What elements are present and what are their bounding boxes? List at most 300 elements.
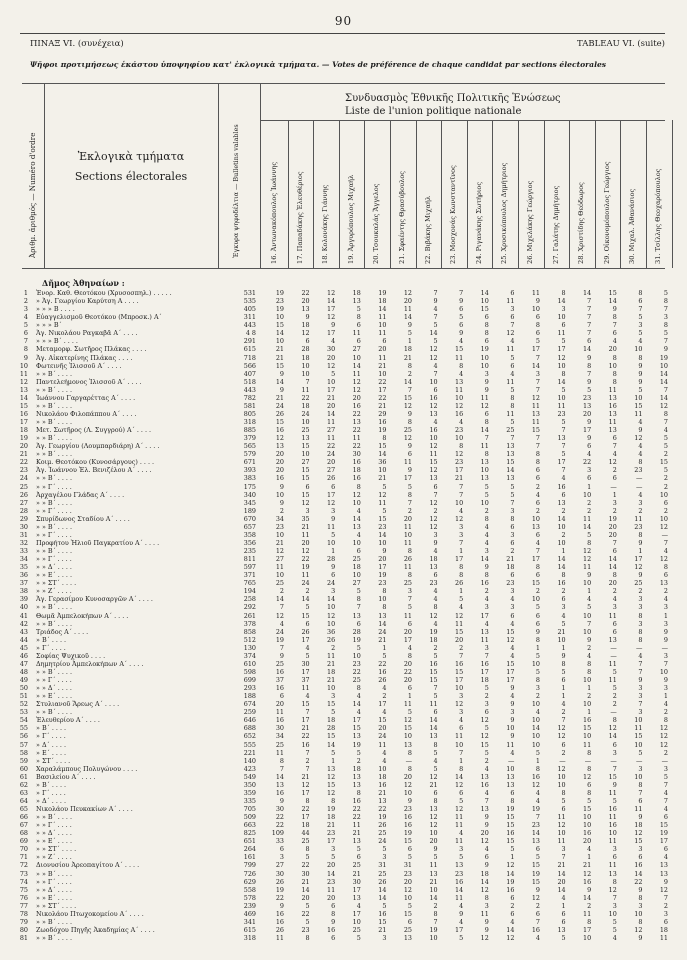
vote-cell: 23 xyxy=(275,297,284,306)
vote-cell: 21 xyxy=(327,393,336,402)
vote-cell: 11 xyxy=(378,498,387,507)
valid-ballots: 161 xyxy=(243,853,256,862)
vote-cell: 25 xyxy=(275,740,284,749)
vote-cell: 4 xyxy=(612,337,617,346)
vote-cell: 3 xyxy=(331,506,336,515)
vote-cell: 9 xyxy=(587,434,592,443)
valid-ballots: 598 xyxy=(243,667,256,676)
table-row xyxy=(0,362,687,370)
vote-cell: 2 xyxy=(587,692,592,701)
vote-cell: 13 xyxy=(557,434,566,443)
vote-cell: 12 xyxy=(301,329,310,338)
vote-cell: 9 xyxy=(663,627,668,636)
row-number: 53 xyxy=(19,708,28,717)
vote-cell: 13 xyxy=(531,837,540,846)
vote-cell: 4 xyxy=(433,305,438,314)
vote-cell: 6 xyxy=(433,708,438,717)
row-number: 19 xyxy=(19,434,28,443)
vote-cell: 3 xyxy=(510,587,515,596)
table-top-rule xyxy=(22,83,665,84)
vote-cell: 6 xyxy=(331,934,336,942)
vote-cell: 22 xyxy=(301,861,310,870)
vote-cell: 11 xyxy=(352,821,361,830)
candidate-column-divider xyxy=(620,120,621,268)
vote-cell: 8 xyxy=(612,877,617,886)
vote-cell: 2 xyxy=(535,901,540,910)
valid-ballots: 811 xyxy=(243,555,256,564)
vote-cell: 15 xyxy=(352,724,361,733)
vote-cell: 14 xyxy=(557,377,566,386)
vote-cell: 16 xyxy=(429,393,438,402)
vote-cell: 17 xyxy=(455,555,464,564)
row-number: 12 xyxy=(19,377,28,386)
vote-cell: 6 xyxy=(612,627,617,636)
vote-cell: 5 xyxy=(382,845,387,854)
vote-cell: 18 xyxy=(429,555,438,564)
vote-cell: 14 xyxy=(480,289,489,297)
valid-ballots: 264 xyxy=(243,845,256,854)
valid-ballots: 407 xyxy=(243,369,256,378)
vote-cell: 16 xyxy=(275,474,284,483)
vote-cell: 12 xyxy=(301,498,310,507)
vote-cell: 12 xyxy=(403,780,412,789)
vote-cell: 3 xyxy=(638,321,643,330)
candidate-column-divider xyxy=(544,120,545,268)
vote-cell: 11 xyxy=(455,619,464,628)
table-row xyxy=(0,297,687,305)
vote-cell: 2 xyxy=(484,587,489,596)
table-row xyxy=(0,370,687,378)
vote-cell: 22 xyxy=(352,442,361,451)
vote-cell: 1 xyxy=(459,587,464,596)
table-row xyxy=(0,829,687,837)
row-number: 48 xyxy=(19,667,28,676)
vote-cell: 11 xyxy=(506,740,515,749)
vote-cell: 25 xyxy=(352,676,361,684)
table-row xyxy=(0,434,687,442)
vote-cell: 12 xyxy=(455,401,464,410)
vote-cell: 1 xyxy=(638,547,643,555)
vote-cell: 11 xyxy=(608,418,617,426)
vote-cell: 4 xyxy=(459,603,464,612)
section-name: Ἁγ. Αἰκατερίνης Πλάκας . . . . xyxy=(36,353,133,362)
vote-cell: 10 xyxy=(352,538,361,547)
row-number: 57 xyxy=(19,740,28,749)
vote-cell: 5 xyxy=(433,337,438,346)
vote-cell: 13 xyxy=(608,426,617,435)
vote-cell: 12 xyxy=(455,805,464,813)
section-name: Ἀρχαγέλου Γλάδας Α΄ . . . . xyxy=(36,490,125,499)
vote-cell: 10 xyxy=(429,885,438,894)
vote-cell: 20 xyxy=(301,297,310,306)
vote-cell: 7 xyxy=(663,538,668,547)
vote-cell: 14 xyxy=(275,772,284,781)
row-number: 34 xyxy=(19,555,28,564)
table-row xyxy=(0,394,687,402)
vote-cell: 6 xyxy=(587,474,592,483)
table-row xyxy=(0,378,687,386)
vote-cell: 3 xyxy=(510,506,515,515)
vote-cell: 5 xyxy=(638,385,643,394)
vote-cell: 2 xyxy=(433,901,438,910)
vote-cell: 5 xyxy=(561,796,566,805)
vote-cell: 14 xyxy=(480,426,489,435)
table-row xyxy=(0,845,687,853)
vote-cell: 26 xyxy=(378,877,387,886)
vote-cell: 11 xyxy=(352,329,361,338)
valid-ballots: 318 xyxy=(243,418,256,426)
valid-ballots: 581 xyxy=(243,401,256,410)
vote-cell: 3 xyxy=(561,845,566,854)
vote-cell: 10 xyxy=(634,909,643,918)
vote-cell: 16 xyxy=(557,482,566,491)
vote-cell: 11 xyxy=(275,934,284,942)
vote-cell: 14 xyxy=(352,361,361,370)
vote-cell: 8 xyxy=(407,547,412,555)
vote-cell: 8 xyxy=(612,571,617,580)
vote-cell: 14 xyxy=(583,345,592,354)
vote-cell: 20 xyxy=(403,627,412,636)
vote-cell: 9 xyxy=(612,780,617,789)
vote-cell: 17 xyxy=(557,458,566,467)
vote-cell: 9 xyxy=(279,651,284,660)
vote-cell: 17 xyxy=(327,490,336,499)
vote-cell: 8 xyxy=(638,893,643,902)
vote-cell: — xyxy=(636,474,643,483)
section-name: » » Β΄ . . . . xyxy=(36,522,73,531)
table-row xyxy=(0,821,687,829)
valid-ballots: 531 xyxy=(243,289,256,297)
table-row xyxy=(0,603,687,611)
vote-cell: 13 xyxy=(583,401,592,410)
section-name: » » » Β΄ xyxy=(36,321,62,330)
vote-cell: 4 xyxy=(407,643,412,652)
vote-cell: 3 xyxy=(638,708,643,717)
vote-cell: 21 xyxy=(352,869,361,878)
vote-cell: 3 xyxy=(484,901,489,910)
vote-cell: 12 xyxy=(403,434,412,443)
table-row xyxy=(0,499,687,507)
vote-cell: 2 xyxy=(407,369,412,378)
vote-cell: 8 xyxy=(407,748,412,757)
vote-cell: 15 xyxy=(327,780,336,789)
vote-cell: 15 xyxy=(403,909,412,918)
valid-ballots: 239 xyxy=(243,901,256,910)
vote-cell: 6 xyxy=(663,813,668,822)
vote-cell: 11 xyxy=(327,434,336,443)
valid-ballots: 189 xyxy=(243,506,256,515)
vote-cell: 5 xyxy=(433,651,438,660)
vote-cell: 10 xyxy=(429,377,438,386)
vote-cell: 2 xyxy=(305,756,310,765)
vote-cell: 15 xyxy=(403,393,412,402)
vote-cell: 11 xyxy=(634,724,643,733)
vote-cell: 25 xyxy=(403,579,412,588)
vote-cell: 21 xyxy=(403,353,412,362)
vote-cell: 5 xyxy=(510,482,515,491)
vote-cell: 5 xyxy=(663,772,668,781)
valid-ballots: 258 xyxy=(243,595,256,604)
vote-cell: 8 xyxy=(663,297,668,306)
vote-cell: 25 xyxy=(634,579,643,588)
vote-cell: 8 xyxy=(587,917,592,926)
valid-ballots: 379 xyxy=(243,434,256,443)
vote-cell: 15 xyxy=(455,667,464,676)
vote-cell: 11 xyxy=(378,353,387,362)
vote-cell: 9 xyxy=(510,700,515,709)
vote-cell: 12 xyxy=(506,635,515,644)
row-number: 14 xyxy=(19,393,28,402)
vote-cell: 12 xyxy=(480,934,489,942)
candidate-header: 29. Οἰκονομόπουλος Γεώργιος xyxy=(602,161,611,264)
section-name: » » Β΄ . . . . xyxy=(36,708,73,717)
vote-cell: 8 xyxy=(535,764,540,773)
vote-cell: 5 xyxy=(382,901,387,910)
vote-cell: 7 xyxy=(663,796,668,805)
vote-cell: 15 xyxy=(455,627,464,636)
valid-ballots: 405 xyxy=(243,305,256,314)
section-name: » » Ε΄ . . . . xyxy=(36,692,72,701)
vote-cell: 13 xyxy=(506,474,515,483)
valid-ballots: 340 xyxy=(243,490,256,499)
vote-cell: 3 xyxy=(459,530,464,539)
row-number: 73 xyxy=(19,869,28,878)
vote-cell: 12 xyxy=(634,829,643,838)
vote-cell: 31 xyxy=(403,861,412,870)
vote-cell: 10 xyxy=(327,377,336,386)
row-number: 65 xyxy=(19,805,28,813)
vote-cell: 12 xyxy=(327,313,336,322)
vote-cell: 4 xyxy=(638,651,643,660)
vote-cell: 9 xyxy=(484,385,489,394)
vote-cell: 34 xyxy=(275,514,284,523)
vote-cell: 3 xyxy=(638,498,643,507)
section-name: » » Ε΄ . . . . xyxy=(36,837,72,846)
vote-cell: 12 xyxy=(659,740,668,749)
vote-cell: 30 xyxy=(301,659,310,668)
vote-cell: 7 xyxy=(535,377,540,386)
vote-cell: 11 xyxy=(608,861,617,870)
vote-cell: 22 xyxy=(378,659,387,668)
vote-cell: 13 xyxy=(403,740,412,749)
row-number: 64 xyxy=(19,796,28,805)
vote-cell: 2 xyxy=(638,506,643,515)
vote-cell: 16 xyxy=(531,772,540,781)
vote-cell: 9 xyxy=(407,466,412,475)
vote-cell: 6 xyxy=(510,313,515,322)
vote-cell: 8 xyxy=(535,635,540,644)
vote-cell: 10 xyxy=(634,345,643,354)
vote-cell: 10 xyxy=(301,450,310,459)
vote-cell: 3 xyxy=(279,853,284,862)
vote-cell: 2 xyxy=(433,506,438,515)
vote-cell: 10 xyxy=(352,571,361,580)
vote-cell: 3 xyxy=(510,603,515,612)
vote-cell: 23 xyxy=(531,821,540,830)
vote-cell: 6 xyxy=(561,909,566,918)
vote-cell: 8 xyxy=(407,361,412,370)
vote-cell: 13 xyxy=(480,627,489,636)
vote-cell: 4 xyxy=(510,643,515,652)
vote-cell: 12 xyxy=(455,611,464,620)
vote-cell: 8 xyxy=(382,603,387,612)
vote-cell: 14 xyxy=(531,724,540,733)
vote-cell: 24 xyxy=(275,401,284,410)
vote-cell: 3 xyxy=(459,845,464,854)
vote-cell: 6 xyxy=(535,530,540,539)
vote-cell: 10 xyxy=(327,603,336,612)
vote-cell: 3 xyxy=(663,313,668,322)
row-number: 4 xyxy=(23,313,28,322)
vote-cell: 14 xyxy=(659,377,668,386)
vote-cell: 44 xyxy=(301,829,310,838)
vote-cell: 12 xyxy=(403,401,412,410)
vote-cell: 10 xyxy=(275,571,284,580)
vote-cell: 11 xyxy=(608,659,617,668)
vote-cell: 21 xyxy=(429,877,438,886)
vote-cell: 8 xyxy=(561,571,566,580)
vote-cell: 8 xyxy=(305,934,310,942)
vote-cell: 13 xyxy=(480,474,489,483)
vote-cell: 17 xyxy=(352,909,361,918)
vote-cell: 4 xyxy=(535,538,540,547)
vote-cell: 19 xyxy=(506,805,515,813)
vote-cell: 12 xyxy=(659,401,668,410)
valid-ballots: 858 xyxy=(243,627,256,636)
vote-cell: — xyxy=(610,651,617,660)
vote-cell: 15 xyxy=(506,627,515,636)
vote-cell: 11 xyxy=(455,821,464,830)
section-name: » » Β΄ . . . . xyxy=(36,418,73,426)
vote-cell: 6 xyxy=(433,788,438,797)
vote-cell: 11 xyxy=(608,385,617,394)
vote-cell: 11 xyxy=(608,813,617,822)
vote-cell: 12 xyxy=(480,401,489,410)
vote-cell: 4 xyxy=(305,692,310,701)
section-name: Ἁγ. Γεωργίου (Λουμπαρδιάρη) Α΄ . . . . xyxy=(36,442,160,451)
row-number: 2 xyxy=(23,297,28,306)
vote-cell: 5 xyxy=(433,748,438,757)
vote-cell: 10 xyxy=(583,934,592,942)
vote-cell: 19 xyxy=(352,635,361,644)
vote-cell: 6 xyxy=(638,796,643,805)
vote-cell: 4 xyxy=(510,595,515,604)
vote-cell: 9 xyxy=(535,627,540,636)
table-row xyxy=(0,515,687,523)
vote-cell: 22 xyxy=(275,821,284,830)
table-row xyxy=(0,910,687,918)
vote-cell: 8 xyxy=(587,788,592,797)
vote-cell: 3 xyxy=(663,909,668,918)
vote-cell: 24 xyxy=(275,627,284,636)
vote-cell: 11 xyxy=(506,409,515,418)
vote-cell: 9 xyxy=(484,925,489,934)
vote-cell: 12 xyxy=(429,522,438,531)
vote-cell: 13 xyxy=(608,393,617,402)
vote-cell: 7 xyxy=(279,643,284,652)
section-name: » » Β΄ . . . . xyxy=(36,498,73,507)
vote-cell: 7 xyxy=(305,764,310,773)
vote-cell: 9 xyxy=(638,885,643,894)
vote-cell: 4 xyxy=(663,853,668,862)
vote-cell: 21 xyxy=(506,555,515,564)
vote-cell: 18 xyxy=(480,869,489,878)
valid-ballots: 293 xyxy=(243,684,256,693)
vote-cell: 10 xyxy=(583,627,592,636)
vote-cell: 17 xyxy=(378,700,387,709)
vote-cell: 2 xyxy=(612,506,617,515)
table-row xyxy=(0,636,687,644)
vote-cell: 2 xyxy=(305,587,310,596)
vote-cell: 9 xyxy=(484,861,489,870)
table-row xyxy=(0,354,687,362)
vote-cell: 8 xyxy=(407,490,412,499)
vote-cell: 18 xyxy=(301,353,310,362)
vote-cell: 13 xyxy=(352,893,361,902)
vote-cell: 11 xyxy=(327,418,336,426)
table-row xyxy=(0,571,687,579)
candidate-header: 21. Σφαέντης Θρασύβουλος xyxy=(398,170,406,264)
vote-cell: 4 xyxy=(459,369,464,378)
vote-cell: 11 xyxy=(634,514,643,523)
vote-cell: 2 xyxy=(535,482,540,491)
vote-cell: 6 xyxy=(356,321,361,330)
vote-cell: 12 xyxy=(659,724,668,733)
vote-cell: 16 xyxy=(275,909,284,918)
valid-ballots: 345 xyxy=(243,498,256,507)
vote-cell: 10 xyxy=(557,780,566,789)
vote-cell: 4 xyxy=(433,547,438,555)
vote-cell: 16 xyxy=(352,474,361,483)
vote-cell: 25 xyxy=(403,426,412,435)
vote-cell: 16 xyxy=(455,409,464,418)
vote-cell: 14 xyxy=(352,700,361,709)
vote-cell: 11 xyxy=(531,401,540,410)
vote-cell: 7 xyxy=(459,748,464,757)
candidate-header: 19. Ἀργυρόπουλος Μιχαήλ xyxy=(346,174,355,264)
vote-cell: 20 xyxy=(378,555,387,564)
vote-cell: 16 xyxy=(583,716,592,725)
valid-ballots: 359 xyxy=(243,788,256,797)
vote-cell: 12 xyxy=(327,289,336,297)
vote-cell: 4 xyxy=(561,893,566,902)
vote-cell: 10 xyxy=(480,361,489,370)
section-name: Παντελεήμονος Ἰλισσοῦ Α΄ . . . . xyxy=(36,377,142,386)
row-number: 25 xyxy=(19,482,28,491)
vote-cell: 10 xyxy=(531,716,540,725)
vote-cell: 6 xyxy=(407,684,412,693)
vote-cell: 30 xyxy=(352,450,361,459)
vote-cell: 17 xyxy=(301,635,310,644)
valid-ballots: 885 xyxy=(243,426,256,435)
vote-cell: 9 xyxy=(510,684,515,693)
vote-cell: 2 xyxy=(561,748,566,757)
vote-cell: 20 xyxy=(275,466,284,475)
vote-cell: 21 xyxy=(301,724,310,733)
vote-cell: 19 xyxy=(429,925,438,934)
vote-cell: 6 xyxy=(612,434,617,443)
row-number: 61 xyxy=(19,772,28,781)
vote-cell: 2 xyxy=(663,482,668,491)
vote-cell: 10 xyxy=(531,595,540,604)
table-row xyxy=(0,523,687,531)
vote-cell: 11 xyxy=(275,563,284,572)
vote-cell: 14 xyxy=(403,313,412,322)
vote-cell: 21 xyxy=(301,877,310,886)
vote-cell: 6 xyxy=(561,490,566,499)
row-number: 9 xyxy=(23,353,28,362)
vote-cell: 6 xyxy=(587,780,592,789)
